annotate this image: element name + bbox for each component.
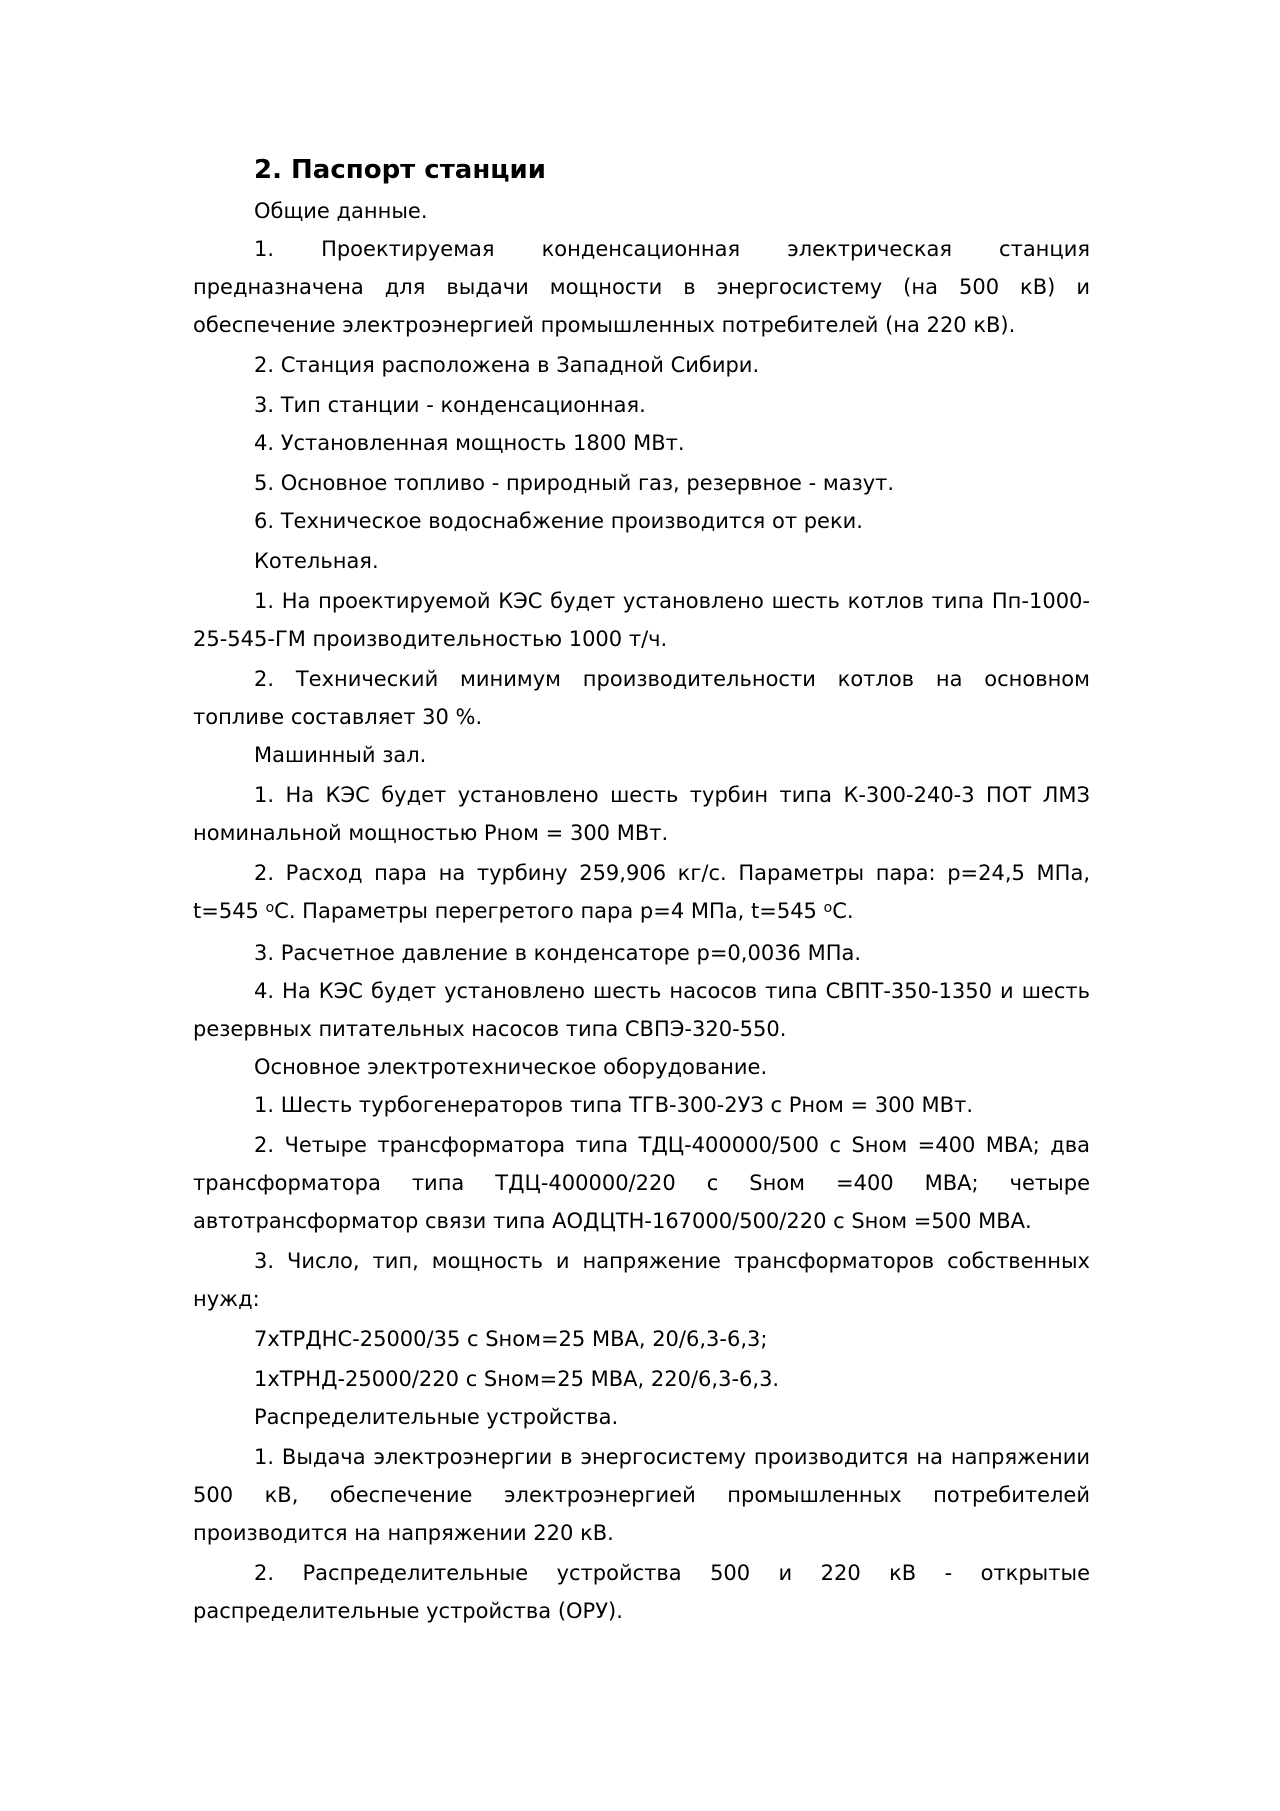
section-heading-general: Общие данные. <box>254 199 428 223</box>
paragraph: 1. Шесть турбогенераторов типа ТГВ-300-2УЗ с Рном = 300 МВт. <box>254 1093 973 1117</box>
paragraph: 2. Распределительные устройства 500 и 220 кВ - открытые распределительные устройства (ОРУ). <box>193 1561 1090 1623</box>
paragraph: 6. Техническое водоснабжение производится от реки. <box>254 509 863 533</box>
section-heading-turbine-hall: Машинный зал. <box>254 743 427 767</box>
paragraph: 7хТРДНС-25000/35 с Sном=25 МВА, 20/6,3-6,3; <box>254 1327 768 1351</box>
degree-mark: о <box>265 900 275 916</box>
paragraph-steam <box>193 854 1090 930</box>
paragraph: 4. На КЭС будет установлено шесть насосов типа СВПТ-350-1350 и шесть резервных питательных насосов типа СВПЭ-320-550. <box>193 979 1090 1041</box>
paragraph: 1. На проектируемой КЭС будет установлено шесть котлов типа Пп-1000-25-545-ГМ производительностью 1000 т/ч. <box>193 589 1090 651</box>
paragraph: 1. На КЭС будет установлено шесть турбин типа К-300-240-3 ПОТ ЛМЗ номинальной мощностью Рном = 300 МВт. <box>193 783 1090 845</box>
document-page <box>193 150 1090 1630</box>
paragraph: 2. Четыре трансформатора типа ТДЦ-400000/500 с Sном =400 МВА; два трансформатора типа ТДЦ-400000/220 с Sном =400 МВА; четыре автотрансформатор связи типа АОДЦТН-167000/500/220 с Sном =500 МВА. <box>193 1133 1090 1233</box>
paragraph: 1. Проектируемая конденсационная электрическая станция предназначена для выдачи мощности в энергосистему (на 500 кВ) и обеспечение электроэнергией промышленных потребителей (на 220 кВ). <box>193 237 1090 337</box>
section-heading-switchgear: Распределительные устройства. <box>254 1405 619 1429</box>
paragraph: 1хТРНД-25000/220 с Sном=25 МВА, 220/6,3-6,3. <box>254 1367 780 1391</box>
steam-text-3: С. <box>832 899 854 923</box>
section-heading-electrical: Основное электротехническое оборудование. <box>254 1055 768 1079</box>
paragraph: 3. Число, тип, мощность и напряжение трансформаторов собственных нужд: <box>193 1249 1090 1311</box>
paragraph: 3. Расчетное давление в конденсаторе p=0,0036 МПа. <box>254 941 862 965</box>
paragraph: 2. Станция расположена в Западной Сибири. <box>254 353 760 377</box>
paragraph: 2. Технический минимум производительности котлов на основном топливе составляет 30 %. <box>193 667 1090 729</box>
section-heading-boiler: Котельная. <box>254 549 379 573</box>
steam-text-2: С. Параметры перегретого пара p=4 МПа, t=545 <box>274 899 824 923</box>
page-title: 2. Паспорт станции <box>254 155 546 185</box>
paragraph: 4. Установленная мощность 1800 МВт. <box>254 431 685 455</box>
paragraph: 1. Выдача электроэнергии в энергосистему производится на напряжении 500 кВ, обеспечение электроэнергией промышленных потребителей производится на напряжении 220 кВ. <box>193 1445 1090 1545</box>
steam-text-1: 2. Расход пара на турбину 259,906 кг/с. Параметры пара: p=24,5 МПа, t=545 <box>193 861 1090 923</box>
paragraph: 5. Основное топливо - природный газ, резервное - мазут. <box>254 471 895 495</box>
degree-mark: о <box>823 900 833 916</box>
paragraph: 3. Тип станции - конденсационная. <box>254 393 646 417</box>
